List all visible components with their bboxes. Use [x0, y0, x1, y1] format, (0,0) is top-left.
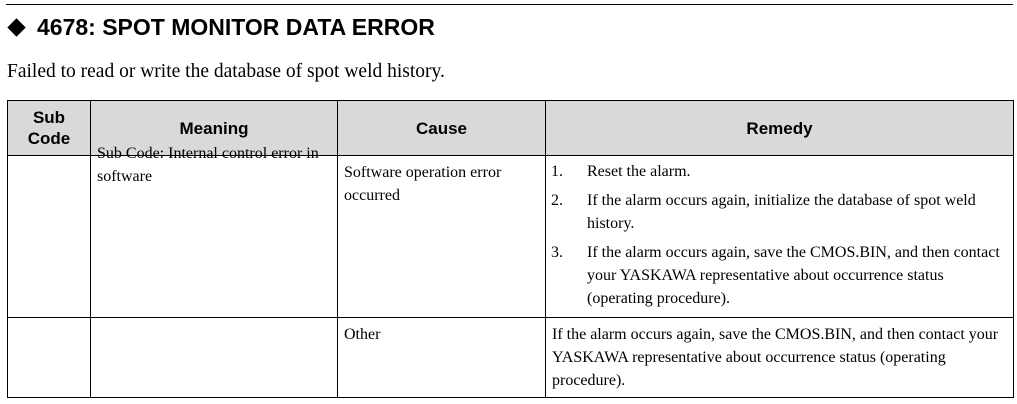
sub-code-cell [8, 156, 91, 318]
remedy-step [551, 189, 1007, 235]
remedy-step-text: If the alarm occurs again, initialize the database of spot weld history. [587, 192, 976, 232]
column-header-meaning: Meaning [91, 101, 338, 156]
alarm-description: Failed to read or write the database of spot weld history. [7, 61, 445, 82]
diamond-bullet-icon [7, 18, 25, 36]
column-header-cause: Cause [338, 101, 546, 156]
column-header-remedy: Remedy [546, 101, 1014, 156]
remedy-step-number: 3. [551, 244, 563, 261]
sub-code-text [8, 156, 90, 166]
meaning-cell [91, 145, 338, 318]
remedy-step [551, 241, 1007, 310]
remedy-step-number: 2. [551, 192, 563, 209]
remedy-text: If the alarm occurs again, save the CMOS.BIN, and then contact your YASKAWA representative about occurrence status (operating procedure). [552, 326, 999, 389]
meaning-cell [91, 318, 338, 398]
column-header-sub-code-label: Sub Code [27, 108, 71, 148]
cause-text: Software operation error occurred [344, 164, 502, 204]
page-title [6, 11, 435, 43]
column-header-sub-code [8, 101, 91, 156]
remedy-step-number: 1. [551, 163, 563, 180]
sub-code-cell [8, 318, 91, 398]
alarm-title-text: 4678: SPOT MONITOR DATA ERROR [37, 14, 435, 40]
remedy-steps-list [546, 156, 1013, 314]
meaning-text [91, 318, 337, 328]
table-row [8, 156, 1014, 318]
top-rule [6, 4, 1013, 5]
cause-cell [338, 156, 546, 318]
remedy-cell [546, 156, 1014, 318]
remedy-step-text: If the alarm occurs again, save the CMOS.BIN, and then contact your YASKAWA representative about occurrence status (operating procedure). [587, 244, 1000, 307]
alarm-table [7, 100, 1014, 398]
meaning-text: Sub Code: Internal control error in software [97, 145, 319, 185]
sub-code-text [8, 318, 90, 328]
table-row [8, 318, 1014, 398]
remedy-cell [546, 318, 1014, 398]
cause-cell [338, 318, 546, 398]
cause-text: Other [344, 326, 381, 343]
remedy-step [551, 160, 1007, 183]
remedy-step-text: Reset the alarm. [587, 163, 691, 180]
